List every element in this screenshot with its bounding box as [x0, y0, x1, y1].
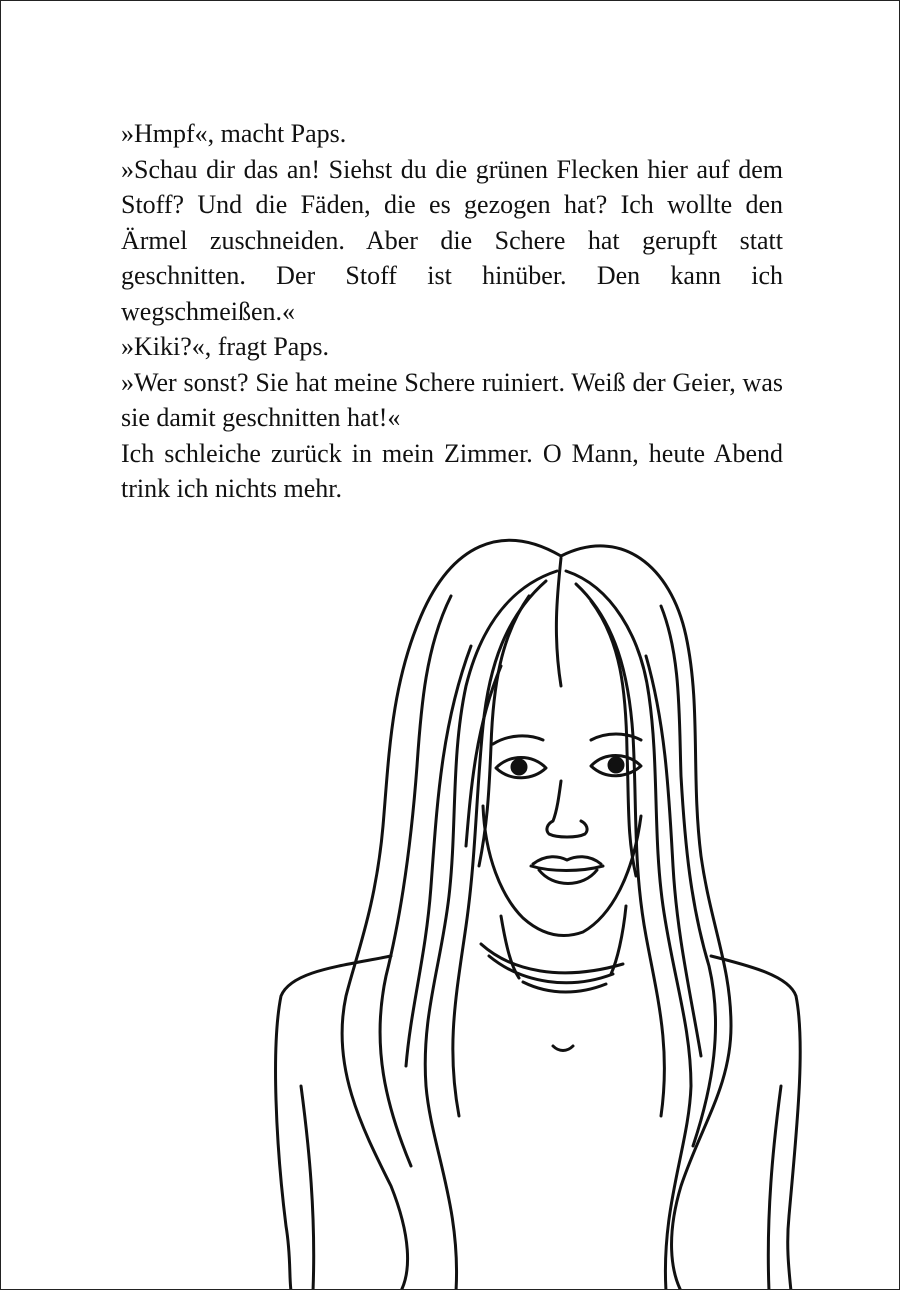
shoulder-right: [711, 956, 800, 1290]
collar: [481, 944, 623, 973]
hair-parting: [556, 558, 561, 686]
paragraph-4: »Wer sonst? Sie hat meine Schere ruiniert. Weiß der Geier, was sie damit geschnitten hat!«: [121, 367, 783, 432]
mouth-lower: [539, 870, 597, 884]
hair-outline-left: [342, 540, 561, 1290]
paragraph-2: »Schau dir das an! Siehst du die grünen Flecken hier auf dem Stoff? Und die Fäden, die es gezogen hat? Ich wollte den Ärmel zuschneiden. Aber die Schere hat gerupft statt geschnitten. Der Stoff ist hinüber. Den kann ich wegschmeißen.«: [121, 154, 783, 326]
paragraph-3: »Kiki?«, fragt Paps.: [121, 332, 329, 361]
paragraph-1: »Hmpf«, macht Paps.: [121, 119, 347, 148]
shoulder-left: [276, 956, 391, 1290]
girl-portrait-icon: [261, 526, 821, 1290]
mouth-upper: [533, 857, 601, 864]
paragraph-5: Ich schleiche zurück in mein Zimmer. O Mann, heute Abend trink ich nichts mehr.: [121, 438, 783, 503]
nose: [547, 781, 587, 837]
story-text: [121, 116, 783, 507]
eyebrow-left: [493, 736, 543, 744]
mouth-line: [531, 866, 603, 871]
